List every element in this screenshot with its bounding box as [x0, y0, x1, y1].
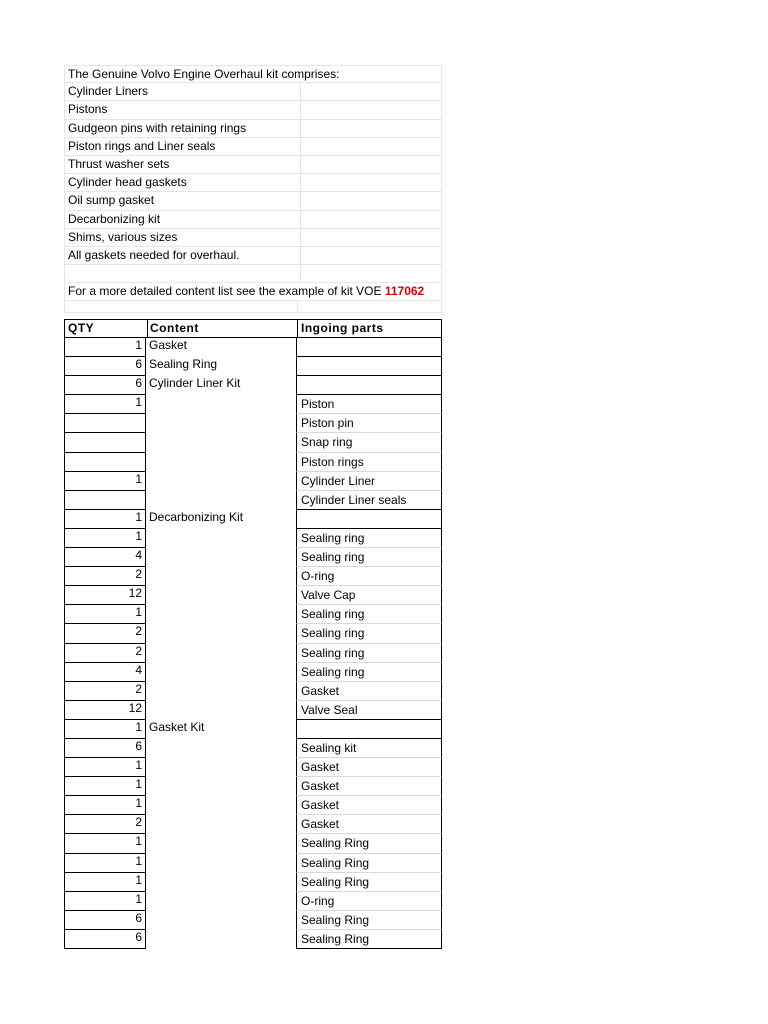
qty-cell: 1 [64, 796, 146, 815]
qty-cell: 12 [64, 586, 146, 605]
table-row [64, 854, 442, 873]
ingoing-part-cell: Sealing ring [296, 529, 442, 548]
qty-cell: 2 [64, 624, 146, 643]
table-row [64, 624, 442, 643]
table-row [64, 720, 442, 739]
table-row [64, 739, 442, 758]
ingoing-part-cell: Sealing kit [296, 739, 442, 758]
intro-spacer-row [64, 301, 442, 313]
intro-title-row [64, 65, 442, 83]
intro-item: Thrust washer sets [65, 156, 301, 173]
intro-item-row [64, 83, 442, 101]
ingoing-part-cell: O-ring [296, 892, 442, 911]
qty-cell: 4 [64, 663, 146, 682]
intro-item-blank-cell [298, 174, 441, 191]
table-row [64, 338, 442, 357]
ingoing-part-cell: Sealing Ring [296, 834, 442, 853]
intro-empty-row [64, 265, 442, 283]
intro-item: Gudgeon pins with retaining rings [65, 120, 301, 137]
qty-cell: 1 [64, 395, 146, 414]
table-row [64, 414, 442, 433]
intro-note [65, 283, 441, 300]
intro-item-row [64, 156, 442, 174]
header-content: Content [150, 321, 199, 335]
intro-item-blank-cell [298, 247, 441, 264]
ingoing-part-cell: Sealing ring [296, 548, 442, 567]
intro-item-row [64, 174, 442, 192]
intro-title: The Genuine Volvo Engine Overhaul kit comprises: [68, 67, 340, 81]
intro-item-row [64, 101, 442, 119]
ingoing-part-cell [296, 376, 442, 395]
table-row [64, 663, 442, 682]
ingoing-part-cell: Gasket [296, 777, 442, 796]
intro-item-row [64, 247, 442, 265]
intro-note-text: For a more detailed content list see the example of kit VOE [68, 284, 385, 299]
table-header-row [64, 319, 442, 338]
qty-cell: 1 [64, 338, 146, 357]
table-row [64, 357, 442, 376]
ingoing-part-cell: Valve Seal [296, 701, 442, 720]
table-row [64, 586, 442, 605]
qty-cell: 2 [64, 567, 146, 586]
ingoing-part-cell: Sealing Ring [296, 854, 442, 873]
qty-cell: 1 [64, 873, 146, 892]
table-row [64, 758, 442, 777]
kit-contents-table [64, 319, 442, 949]
intro-item-blank-cell [298, 101, 441, 118]
content-cell: Cylinder Liner Kit [149, 376, 241, 391]
ingoing-part-cell: Sealing ring [296, 624, 442, 643]
intro-empty-cell [65, 265, 301, 282]
table-row [64, 644, 442, 663]
intro-note-kit-number: 117062 [384, 284, 425, 299]
intro-item-list [64, 83, 442, 265]
qty-cell: 1 [64, 854, 146, 873]
ingoing-part-cell [296, 720, 442, 739]
table-body [64, 338, 442, 949]
ingoing-part-cell: Cylinder Liner [296, 472, 442, 491]
table-row [64, 510, 442, 529]
qty-cell: 2 [64, 644, 146, 663]
ingoing-part-cell [296, 357, 442, 376]
intro-item: Cylinder head gaskets [65, 174, 301, 191]
qty-cell [64, 414, 146, 433]
table-row [64, 930, 442, 949]
ingoing-part-cell: Piston pin [296, 414, 442, 433]
intro-empty-cell-b [298, 265, 441, 282]
intro-item: All gaskets needed for overhaul. [65, 247, 301, 264]
qty-cell [64, 433, 146, 452]
qty-cell: 1 [64, 510, 146, 529]
qty-cell: 6 [64, 357, 146, 376]
qty-cell: 6 [64, 739, 146, 758]
intro-item-row [64, 229, 442, 247]
ingoing-part-cell: Snap ring [296, 433, 442, 452]
table-row [64, 777, 442, 796]
ingoing-part-cell: Sealing Ring [296, 873, 442, 892]
intro-section [64, 65, 442, 313]
table-row [64, 529, 442, 548]
table-row [64, 395, 442, 414]
qty-cell: 1 [64, 777, 146, 796]
ingoing-part-cell: O-ring [296, 567, 442, 586]
intro-item: Decarbonizing kit [65, 211, 301, 228]
qty-cell: 1 [64, 605, 146, 624]
qty-cell: 6 [64, 376, 146, 395]
ingoing-part-cell: Sealing ring [296, 605, 442, 624]
intro-item-row [64, 138, 442, 156]
table-row [64, 491, 442, 510]
table-row [64, 472, 442, 491]
intro-item-row [64, 211, 442, 229]
qty-cell [64, 453, 146, 472]
qty-cell: 2 [64, 815, 146, 834]
ingoing-part-cell: Gasket [296, 796, 442, 815]
ingoing-part-cell: Gasket [296, 682, 442, 701]
intro-item: Pistons [65, 101, 301, 118]
qty-cell: 1 [64, 758, 146, 777]
ingoing-part-cell [296, 338, 442, 357]
content-cell: Gasket [149, 338, 188, 352]
intro-item-blank-cell [298, 156, 441, 173]
content-cell: Sealing Ring [149, 357, 218, 372]
table-row [64, 892, 442, 911]
qty-cell: 4 [64, 548, 146, 567]
table-row [64, 815, 442, 834]
qty-cell: 1 [64, 720, 146, 739]
qty-cell [64, 491, 146, 510]
qty-cell: 1 [64, 472, 146, 491]
ingoing-part-cell: Gasket [296, 815, 442, 834]
ingoing-part-cell: Cylinder Liner seals [296, 491, 442, 510]
qty-cell: 12 [64, 701, 146, 720]
table-row [64, 873, 442, 892]
ingoing-part-cell: Sealing Ring [296, 911, 442, 930]
ingoing-part-cell [296, 510, 442, 529]
intro-item: Cylinder Liners [65, 83, 301, 100]
qty-cell: 1 [64, 834, 146, 853]
table-row [64, 682, 442, 701]
intro-item-blank-cell [298, 192, 441, 209]
ingoing-part-cell: Sealing Ring [296, 930, 442, 949]
intro-note-row [64, 283, 442, 301]
intro-item-blank-cell [298, 211, 441, 228]
table-row [64, 567, 442, 586]
header-ingoing-parts: Ingoing parts [301, 321, 384, 335]
table-row [64, 548, 442, 567]
intro-item-row [64, 192, 442, 210]
intro-item: Shims, various sizes [65, 229, 301, 246]
table-row [64, 701, 442, 720]
intro-item: Piston rings and Liner seals [65, 138, 301, 155]
ingoing-part-cell: Piston rings [296, 453, 442, 472]
table-row [64, 376, 442, 395]
qty-cell: 1 [64, 529, 146, 548]
table-row [64, 605, 442, 624]
qty-cell: 6 [64, 911, 146, 930]
intro-item-row [64, 120, 442, 138]
qty-cell: 2 [64, 682, 146, 701]
intro-item-blank-cell [298, 83, 441, 100]
table-row [64, 796, 442, 815]
content-cell: Gasket Kit [149, 719, 205, 734]
ingoing-part-cell: Valve Cap [296, 586, 442, 605]
ingoing-part-cell: Piston [296, 395, 442, 414]
intro-item: Oil sump gasket [65, 192, 301, 209]
content-cell: Decarbonizing Kit [149, 509, 244, 524]
intro-item-blank-cell [298, 120, 441, 137]
qty-cell: 6 [64, 930, 146, 949]
header-qty: QTY [68, 321, 95, 335]
intro-item-blank-cell [298, 229, 441, 246]
table-row [64, 834, 442, 853]
table-row [64, 433, 442, 452]
intro-item-blank-cell [298, 138, 441, 155]
table-row [64, 453, 442, 472]
ingoing-part-cell: Sealing ring [296, 663, 442, 682]
ingoing-part-cell: Sealing ring [296, 644, 442, 663]
ingoing-part-cell: Gasket [296, 758, 442, 777]
table-row [64, 911, 442, 930]
qty-cell: 1 [64, 892, 146, 911]
